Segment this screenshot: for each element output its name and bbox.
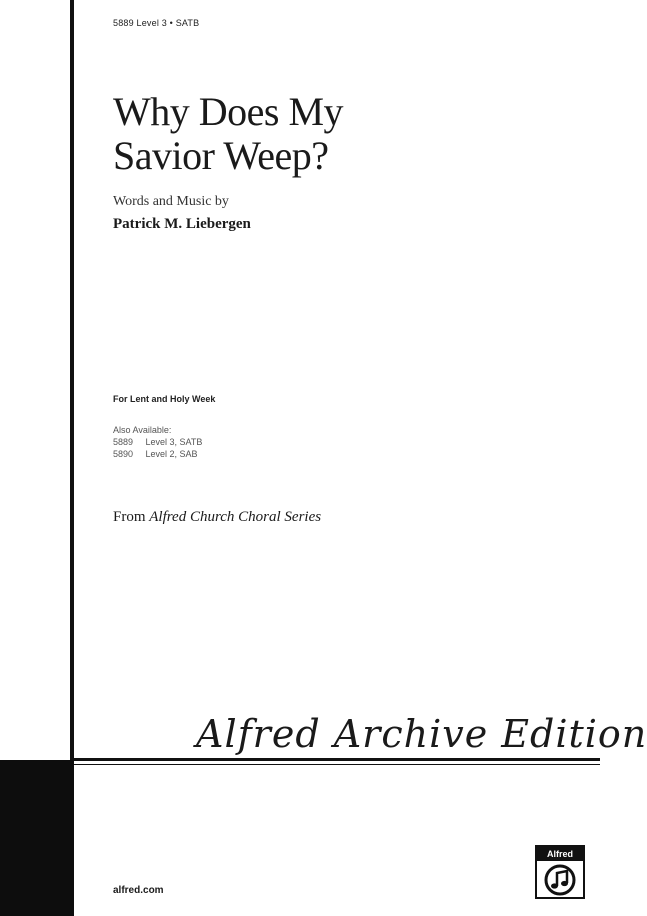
also-available-heading: Also Available: [113,425,172,435]
also-available-item [113,436,202,448]
series-name: Alfred Church Choral Series [149,509,322,525]
series-line [113,509,321,526]
composer-name: Patrick M. Liebergen [113,216,251,232]
credit-label: Words and Music by [113,194,229,209]
series-prefix: From [113,509,146,525]
item-desc: Level 2, SAB [145,449,198,459]
also-available [113,424,202,460]
black-corner-block [0,760,74,916]
music-note-logo-icon [543,864,577,896]
item-number: 5890 [113,449,134,459]
website-link[interactable]: alfred.com [113,885,164,896]
also-available-item [113,448,202,460]
page-title [113,90,343,178]
vertical-rule [70,0,74,760]
publisher-logo [535,845,585,899]
archive-rule-thick [74,758,600,761]
occasion-label: For Lent and Holy Week [113,394,216,404]
title-line-1: Why Does My [113,89,344,134]
archive-edition-title: Alfred Archive Edition [196,712,647,756]
item-desc: Level 3, SATB [145,437,203,447]
item-number: 5889 [113,437,134,447]
catalog-line: 5889 Level 3 • SATB [113,18,200,28]
title-line-2: Savior Weep? [113,133,329,178]
logo-text: Alfred [537,847,583,861]
archive-rule-thin [74,764,600,765]
